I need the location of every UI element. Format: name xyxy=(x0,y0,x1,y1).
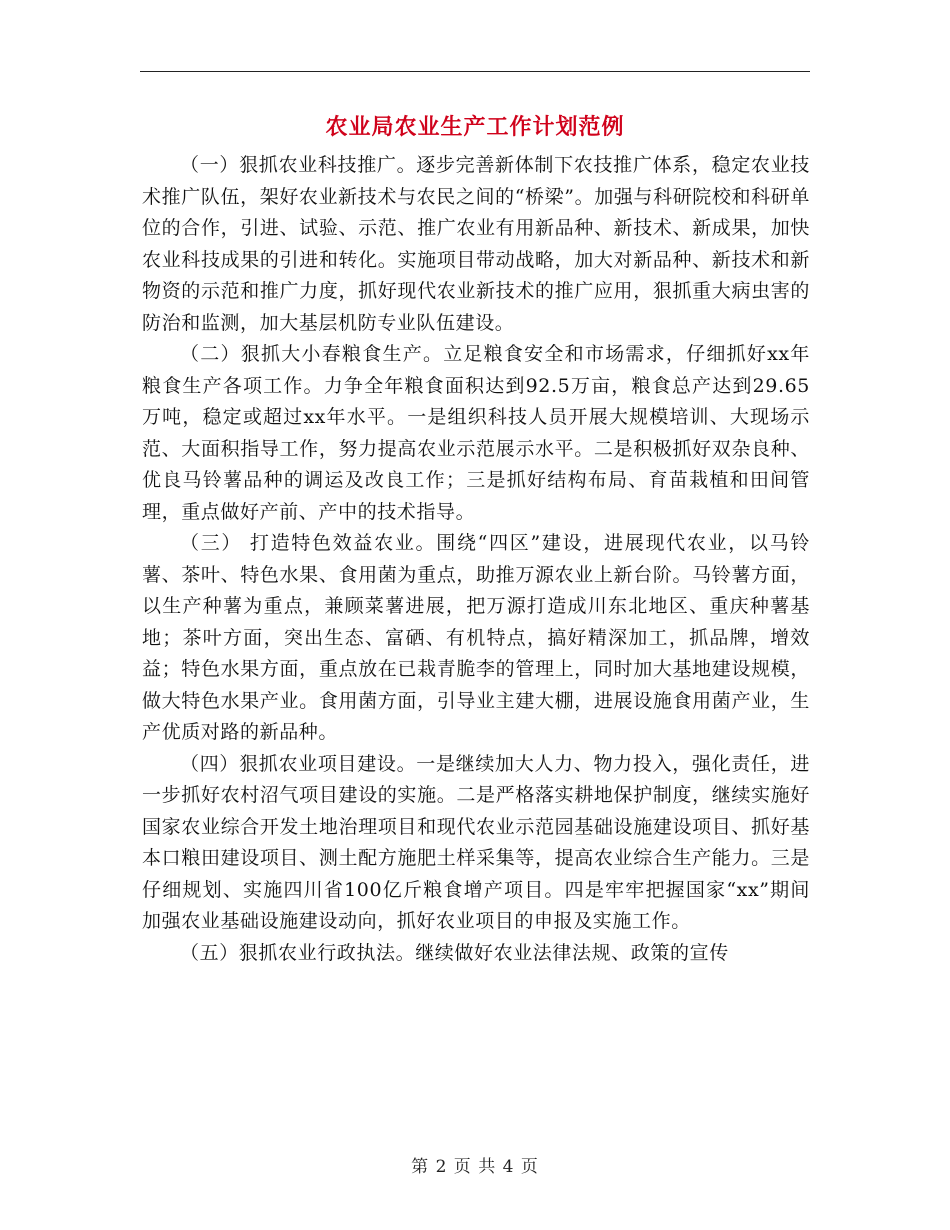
paragraph-2: （二）狠抓大小春粮食生产。立足粮食安全和市场需求，仔细抓好xx年粮食生产各项工作。力争全年粮食面积达到92.5万亩，粮食总产达到29.65万吨，稳定或超过xx年水平。一是组织科技人员开展大规模培训、大现场示范、大面积指导工作，努力提高农业示范展示水平。二是积极抓好双杂良种、优良马铃薯品种的调运及改良工作；三是抓好结构布局、育苗栽植和田间管理，重点做好产前、产中的技术指导。 xyxy=(142,343,810,523)
page-number-footer: 第 2 页 共 4 页 xyxy=(411,1157,539,1177)
document-title: 农业局农业生产工作计划范例 xyxy=(325,114,625,140)
paragraph-3: （三） 打造特色效益农业。围绕“四区”建设，进展现代农业，以马铃薯、茶叶、特色水果、食用菌为重点，助推万源农业上新台阶。马铃薯方面，以生产种薯为重点，兼顾菜薯进展，把万源打造成川东北地区、重庆种薯基地；茶叶方面，突出生态、富硒、有机特点，搞好精深加工，抓品牌，增效益；特色水果方面，重点放在已栽青脆李的管理上，同时加大基地建设规模，做大特色水果产业。食用菌方面，引导业主建大棚，进展设施食用菌产业，生产优质对路的新品种。 xyxy=(142,532,810,743)
header-rule xyxy=(140,71,810,72)
paragraph-4: （四）狠抓农业项目建设。一是继续加大人力、物力投入，强化责任，进一步抓好农村沼气项目建设的实施。二是严格落实耕地保护制度，继续实施好国家农业综合开发土地治理项目和现代农业示范园基础设施建设项目、抓好基本口粮田建设项目、测土配方施肥土样采集等，提高农业综合生产能力。三是仔细规划、实施四川省100亿斤粮食增产项目。四是牢牢把握国家“xx”期间加强农业基础设施建设动向，抓好农业项目的申报及实施工作。 xyxy=(142,752,810,932)
paragraph-1: （一）狠抓农业科技推广。逐步完善新体制下农技推广体系，稳定农业技术推广队伍，架好农业新技术与农民之间的“桥梁”。加强与科研院校和科研单位的合作，引进、试验、示范、推广农业有用新品种、新技术、新成果，加快农业科技成果的引进和转化。实施项目带动战略，加大对新品种、新技术和新物资的示范和推广力度，抓好现代农业新技术的推广应用，狠抓重大病虫害的防治和监测，加大基层机防专业队伍建设。 xyxy=(142,154,810,334)
paragraph-5: （五）狠抓农业行政执法。继续做好农业法律法规、政策的宣传 xyxy=(180,941,729,964)
document-body xyxy=(142,150,810,969)
